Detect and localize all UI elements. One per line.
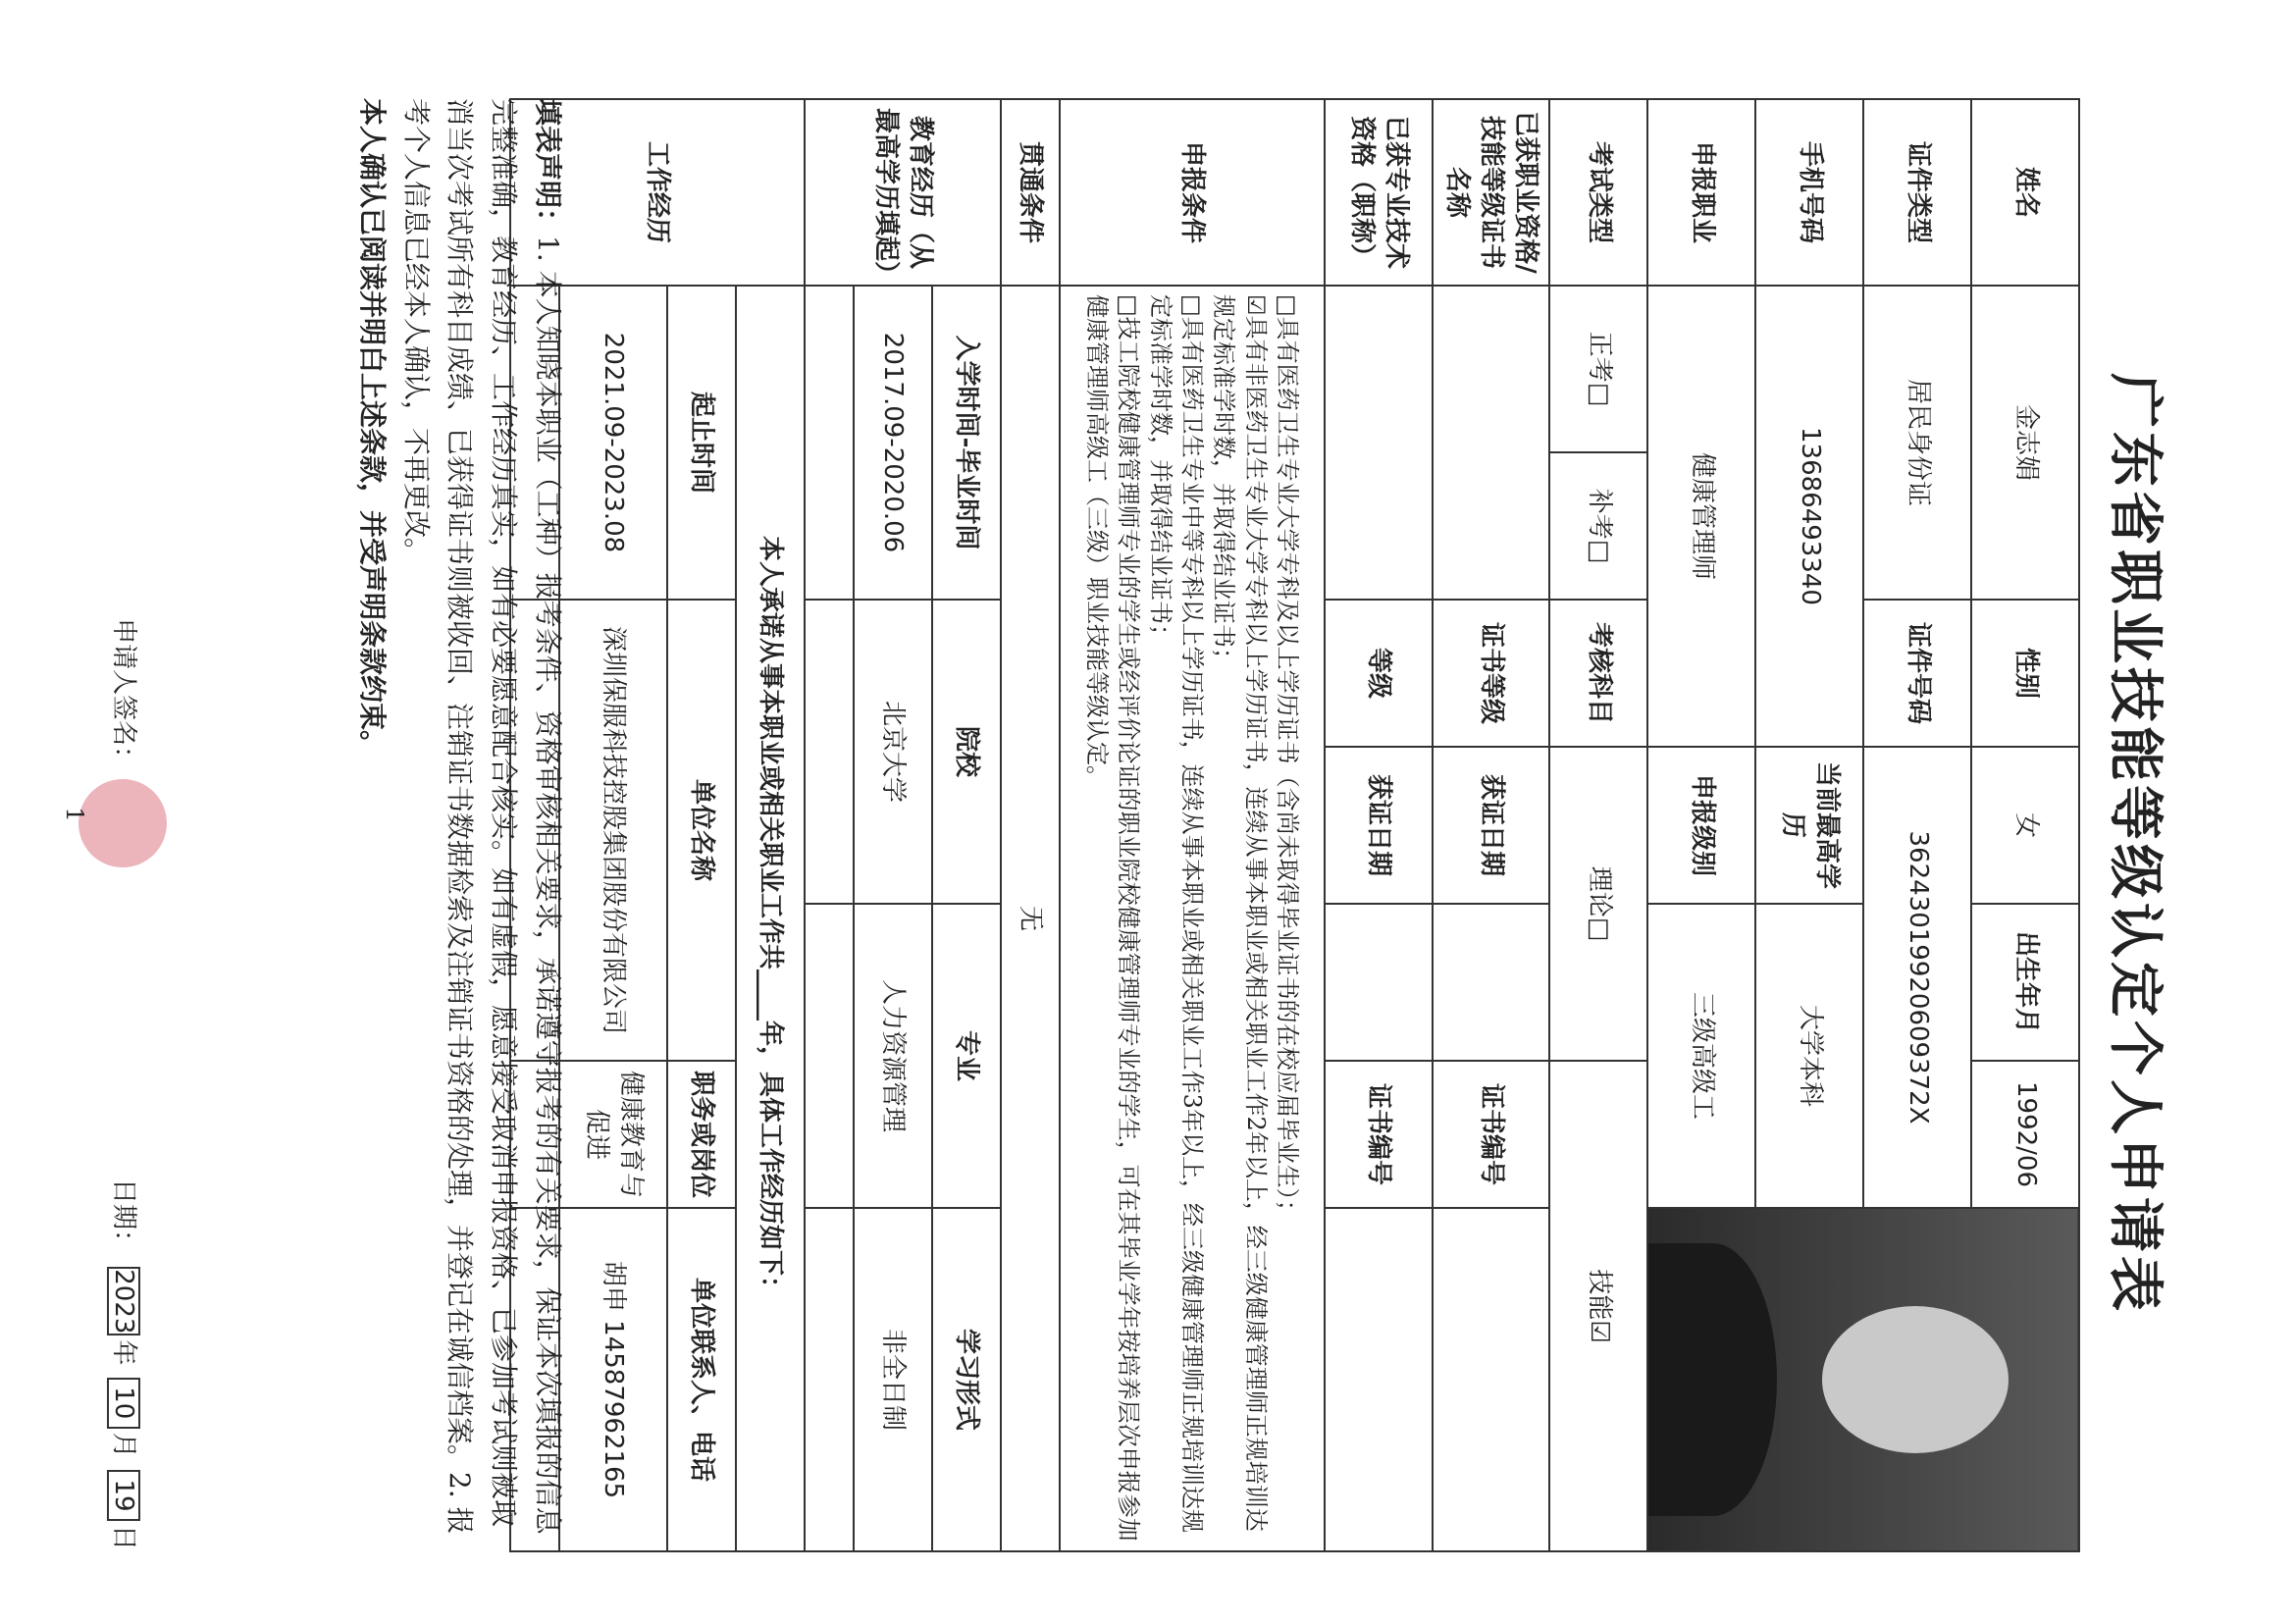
id-type-label: 证件类型 <box>1863 99 1971 286</box>
edu-time: 2017.09-2020.06 <box>854 286 932 600</box>
declaration-text: 1. 本人知晓本职业（工种）报考条件、资格审核相关要求，承诺遵守报考的有关要求，保证本次填报的信息完整准确，教育经历、工作经历真实，如有必要愿意配合核实。如有虚假，愿意接受取消申报资格、已参加考试则被取消当次考试所有科目成绩、已获得证书则被收回、注销证书数据检索及注销证书资格的处理，并登记在诚信档案。2. 报考个人信息已经本人确认，不再更改。 <box>399 98 564 1535</box>
cert-skill-value <box>1433 286 1549 600</box>
edu-major: 人力资源管理 <box>854 904 932 1208</box>
phone-label: 手机号码 <box>1755 99 1863 286</box>
date-label: 日期： <box>109 1178 138 1255</box>
issue-date-label: 获证日期 <box>1433 747 1549 904</box>
name-label: 姓名 <box>1971 99 2079 286</box>
occupation-label: 申报职业 <box>1647 99 1755 286</box>
declaration-confirm: 本人确认已阅读并明白上述条款，并受声明条款约束。 <box>355 98 389 759</box>
edu-header-major: 专业 <box>932 904 1001 1208</box>
cert-no-value <box>1433 1208 1549 1551</box>
signature-line <box>78 98 167 1550</box>
declaration-lead: 填表声明： <box>532 98 564 236</box>
work-time: 2021.09-2023.08 <box>559 286 667 600</box>
cert-skill-label: 已获职业资格/技能等级证书名称 <box>1433 99 1549 286</box>
year-unit: 年 <box>109 1339 138 1366</box>
day-unit: 日 <box>109 1524 138 1550</box>
edu-row <box>854 99 932 1551</box>
level-value: 三级高级工 <box>1647 904 1755 1208</box>
name-value: 金志娟 <box>1971 286 2079 600</box>
id-no-value: 36243019920609372X <box>1863 747 1971 1208</box>
cert-tech-label: 已获专业技术资格（职称） <box>1325 99 1433 286</box>
work-commit: 本人承诺从事本职业或相关职业工作共____年，具体工作经历如下： <box>736 286 805 1551</box>
education-label: 教育经历（从最高学历填起） <box>805 99 1001 286</box>
condition-2[interactable]: ☑具有非医药卫生专业大学专科以上学历证书，连续从事本职业或相关职业工作2年以上，经三级健康管理师正规培训达规定标准学时数，并取得结业证书； <box>1210 294 1270 1532</box>
birth-value: 1992/06 <box>1971 1061 2079 1208</box>
id-type-value: 居民身份证 <box>1863 286 1971 600</box>
work-header-company: 单位名称 <box>667 600 736 1061</box>
work-header-contact: 单位联系人、电话 <box>667 1208 736 1551</box>
subject-theory[interactable]: 理论□ <box>1549 747 1647 1061</box>
work-role: 健康教育与促进 <box>559 1061 667 1208</box>
declaration <box>349 98 569 1550</box>
work-contact: 胡申 14587962165 <box>559 1208 667 1551</box>
condition-4[interactable]: □技工院校健康管理师专业的学生或经评价论证的职业院校健康管理师专业的学生，可在其毕业学年按培养层次申报参加健康管理师高级工（三级）职业技能等级认定。 <box>1082 294 1143 1542</box>
page-number: 1 <box>61 807 88 822</box>
gender-value: 女 <box>1971 747 2079 904</box>
birth-label: 出生年月 <box>1971 904 2079 1061</box>
phone-value: 13686493340 <box>1755 286 1863 747</box>
general-label: 贯通条件 <box>1001 99 1060 286</box>
exam-type-regular[interactable]: 正考□ <box>1549 286 1647 452</box>
id-no-label: 证件号码 <box>1863 600 1971 747</box>
gender-label: 性别 <box>1971 600 2079 747</box>
tech-issue-date-label: 获证日期 <box>1325 747 1433 904</box>
month-unit: 月 <box>109 1432 138 1458</box>
edu-row-empty <box>805 99 854 1551</box>
photo-body <box>1648 1243 1777 1516</box>
cert-level-label: 证书等级 <box>1433 600 1549 747</box>
conditions-label: 申报条件 <box>1060 99 1325 286</box>
applicant-photo <box>1647 1208 2079 1551</box>
work-header-role: 职务或岗位 <box>667 1061 736 1208</box>
issue-date-value <box>1433 904 1549 1061</box>
edu-header-mode: 学习形式 <box>932 1208 1001 1551</box>
exam-type-makeup[interactable]: 补考□ <box>1549 452 1647 600</box>
edu-label: 当前最高学历 <box>1755 747 1863 904</box>
date-day[interactable]: 19 <box>107 1470 140 1521</box>
work-row <box>559 99 667 1551</box>
edu-mode: 非全日制 <box>854 1208 932 1551</box>
general-value: 无 <box>1001 286 1060 1551</box>
work-label: 工作经历 <box>510 99 805 286</box>
photo-face <box>1822 1306 2009 1453</box>
condition-3[interactable]: □具有医药卫生专业中等专科以上学历证书，连续从事本职业或相关职业工作3年以上，经三级健康管理师正规培训达规定标准学时数，并取得结业证书； <box>1146 294 1206 1533</box>
date-year[interactable]: 2023 <box>109 1269 138 1335</box>
level-label: 申报级别 <box>1647 747 1755 904</box>
fingerprint-stamp <box>78 779 167 867</box>
form-title: 广东省职业技能等级认定个人申请表 <box>2103 373 2167 1315</box>
date-month[interactable]: 10 <box>107 1378 140 1429</box>
tech-level-label: 等级 <box>1325 600 1433 747</box>
cert-no-label: 证书编号 <box>1433 1061 1549 1208</box>
work-company: 深圳保服科技控股集团股份有限公司 <box>559 600 667 1061</box>
condition-1[interactable]: □具有医药卫生专业大学专科及以上学历证书（含尚未取得毕业证书的在校应届毕业生）； <box>1274 294 1302 1224</box>
application-table <box>509 98 2080 1552</box>
tech-issue-date-value <box>1325 904 1433 1061</box>
edu-header-school: 院校 <box>932 600 1001 904</box>
signature-label: 申请人签名： <box>109 618 138 772</box>
edu-value: 大学本科 <box>1755 904 1863 1208</box>
edu-header-time: 入学时间-毕业时间 <box>932 286 1001 600</box>
occupation-value: 健康管理师 <box>1647 286 1755 747</box>
subject-label: 考核科目 <box>1549 600 1647 747</box>
cert-tech-value <box>1325 286 1433 600</box>
tech-cert-no-value <box>1325 1208 1433 1551</box>
edu-school: 北京大学 <box>854 600 932 904</box>
conditions-list <box>1060 286 1325 1551</box>
tech-cert-no-label: 证书编号 <box>1325 1061 1433 1208</box>
work-header-time: 起止时间 <box>667 286 736 600</box>
exam-type-label: 考试类型 <box>1549 99 1647 286</box>
subject-skill[interactable]: 技能☑ <box>1549 1061 1647 1551</box>
